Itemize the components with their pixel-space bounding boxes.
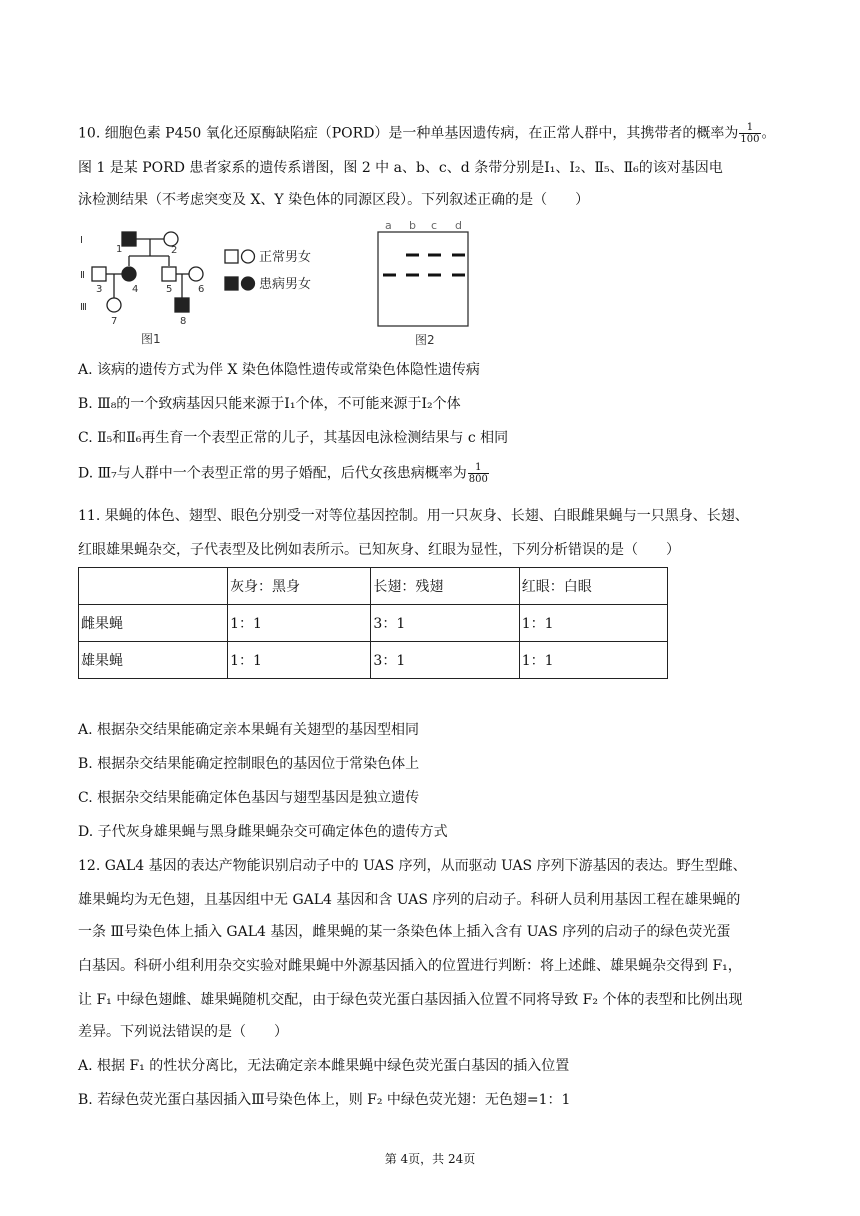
id-label-2: 2 — [171, 245, 178, 256]
q10-stem-line2: 图 1 是某 PORD 患者家系的遗传系谱图，图 2 中 a、b、c、d 条带分别是Ⅰ₁、Ⅰ₂、Ⅱ₅、Ⅱ₆的该对基因电 — [78, 160, 723, 176]
lane-label-b: b — [409, 219, 416, 232]
individual-II5-normal-male — [162, 267, 176, 281]
q12-stem-line5: 让 F₁ 中绿色翅雌、雄果蝇随机交配，由于绿色荧光蛋白基因插入位置不同将导致 F₂ 个体的表型和比例出现 — [78, 992, 743, 1008]
table-header-cell: 红眼：白眼 — [519, 568, 667, 605]
q12-stem-line6: 差异。下列说法错误的是（ ） — [78, 1024, 288, 1040]
q10-stem-end: 。 — [761, 125, 776, 142]
q10-stem-line3: 泳检测结果（不考虑突变及 X、Y 染色体的同源区段）。下列叙述正确的是（ ） — [78, 192, 590, 208]
table-cell: 1：1 — [519, 605, 667, 642]
q11-stem-line2: 红眼雄果蝇杂交，子代表型及比例如表所示。已知灰身、红眼为显性，下列分析错误的是（ ） — [78, 542, 680, 558]
carrier-fraction-numerator: 1 — [739, 122, 760, 134]
generation-label-II: Ⅱ — [80, 270, 85, 281]
table-cell: 1：1 — [228, 605, 371, 642]
legend-affected-label: 患病男女 — [259, 277, 312, 292]
q11-option-b[interactable]: B. 根据杂交结果能确定控制眼色的基因位于常染色体上 — [78, 756, 420, 772]
individual-III8-affected-male — [175, 298, 189, 312]
q12-stem-line3: 一条 Ⅲ号染色体上插入 GAL4 基因，雌果蝇的某一条染色体上插入含有 UAS 序列的启动子的绿色荧光蛋 — [78, 924, 731, 940]
individual-II4-affected-female — [122, 267, 136, 281]
q10-option-c[interactable]: C. Ⅱ₅和Ⅱ₆再生育一个表型正常的儿子，其基因电泳检测结果与 c 相同 — [78, 430, 509, 446]
q10-option-a[interactable]: A. 该病的遗传方式为伴 X 染色体隐性遗传或常染色体隐性遗传病 — [78, 362, 480, 378]
table-cell: 3：1 — [371, 605, 519, 642]
option-d-numerator: 1 — [468, 462, 489, 474]
table-cell: 1：1 — [519, 642, 667, 679]
gel-frame — [378, 232, 468, 326]
option-d-denominator: 800 — [468, 474, 488, 485]
option-d-fraction — [468, 462, 489, 485]
id-label-8: 8 — [180, 316, 187, 327]
q10-option-d-text: D. Ⅲ₇与人群中一个表型正常的男子婚配，后代女孩患病概率为 — [78, 465, 467, 482]
individual-I2-normal-female — [164, 232, 178, 246]
id-label-1: 1 — [116, 244, 123, 255]
id-label-3: 3 — [96, 284, 103, 295]
lane-label-c: c — [431, 219, 438, 232]
q11-option-d[interactable]: D. 子代灰身雄果蝇与黑身雌果蝇杂交可确定体色的遗传方式 — [78, 824, 448, 840]
table-cell: 雄果蝇 — [79, 642, 228, 679]
page-footer: 第 4页，共 24页 — [384, 1152, 476, 1166]
id-label-6: 6 — [198, 284, 205, 295]
table-header-cell: 灰身：黑身 — [228, 568, 371, 605]
individual-III7-normal-female — [107, 298, 121, 312]
q12-option-a[interactable]: A. 根据 F₁ 的性状分离比，无法确定亲本雌果蝇中绿色荧光蛋白基因的插入位置 — [78, 1058, 570, 1074]
generation-label-III: Ⅲ — [80, 302, 87, 313]
table-cell: 3：1 — [371, 642, 519, 679]
generation-label-I: Ⅰ — [80, 235, 83, 246]
table-header-cell: 长翅：残翅 — [371, 568, 519, 605]
table-header-cell — [79, 568, 228, 605]
q12-option-b[interactable]: B. 若绿色荧光蛋白基因插入Ⅲ号染色体上，则 F₂ 中绿色荧光翅：无色翅=1：1 — [78, 1092, 571, 1108]
legend-normal-label: 正常男女 — [259, 250, 312, 265]
figure2-caption: 图2 — [415, 333, 435, 347]
carrier-fraction — [739, 122, 760, 145]
electrophoresis-figure — [372, 218, 476, 350]
id-label-7: 7 — [111, 316, 118, 327]
table-cell: 雌果蝇 — [79, 605, 228, 642]
table-row — [79, 605, 668, 642]
q11-option-c[interactable]: C. 根据杂交结果能确定体色基因与翅型基因是独立遗传 — [78, 790, 420, 806]
table-cell: 1：1 — [228, 642, 371, 679]
q10-option-b[interactable]: B. Ⅲ₈的一个致病基因只能来源于Ⅰ₁个体，不可能来源于Ⅰ₂个体 — [78, 396, 461, 412]
offspring-ratio-table — [78, 567, 668, 679]
q12-stem-line4: 白基因。科研小组利用杂交实验对雌果蝇中外源基因插入的位置进行判断：将上述雌、雄果蝇杂交得到 F₁， — [78, 958, 742, 974]
individual-II3-normal-male — [92, 267, 106, 281]
individual-II6-normal-female — [189, 267, 203, 281]
id-label-5: 5 — [166, 284, 173, 295]
lane-label-a: a — [385, 219, 392, 232]
q12-stem-line1: 12. GAL4 基因的表达产物能识别启动子中的 UAS 序列，从而驱动 UAS 序列下游基因的表达。野生型雌、 — [78, 858, 747, 874]
table-row — [79, 642, 668, 679]
q10-option-d[interactable] — [78, 462, 490, 485]
q12-stem-line2: 雄果蝇均为无色翅，且基因组中无 GAL4 基因和含 UAS 序列的启动子。科研人员利用基因工程在雄果蝇的 — [78, 892, 741, 908]
id-label-4: 4 — [132, 284, 139, 295]
q10-stem-text: 10. 细胞色素 P450 氧化还原酶缺陷症（PORD）是一种单基因遗传病，在正常人群中，其携带者的概率为 — [78, 125, 739, 142]
table-header-row — [79, 568, 668, 605]
q11-stem-line1: 11. 果蝇的体色、翅型、眼色分别受一对等位基因控制。用一只灰身、长翅、白眼雌果蝇与一只黑身、长翅、 — [78, 508, 749, 524]
q10-stem-line1 — [78, 122, 776, 145]
figure1-caption: 图1 — [141, 332, 161, 346]
carrier-fraction-denominator: 100 — [740, 134, 760, 145]
pedigree-figure — [78, 226, 340, 348]
q11-option-a[interactable]: A. 根据杂交结果能确定亲本果蝇有关翅型的基因型相同 — [78, 722, 420, 738]
lane-label-d: d — [455, 219, 462, 232]
individual-I1-affected-male — [122, 232, 136, 246]
